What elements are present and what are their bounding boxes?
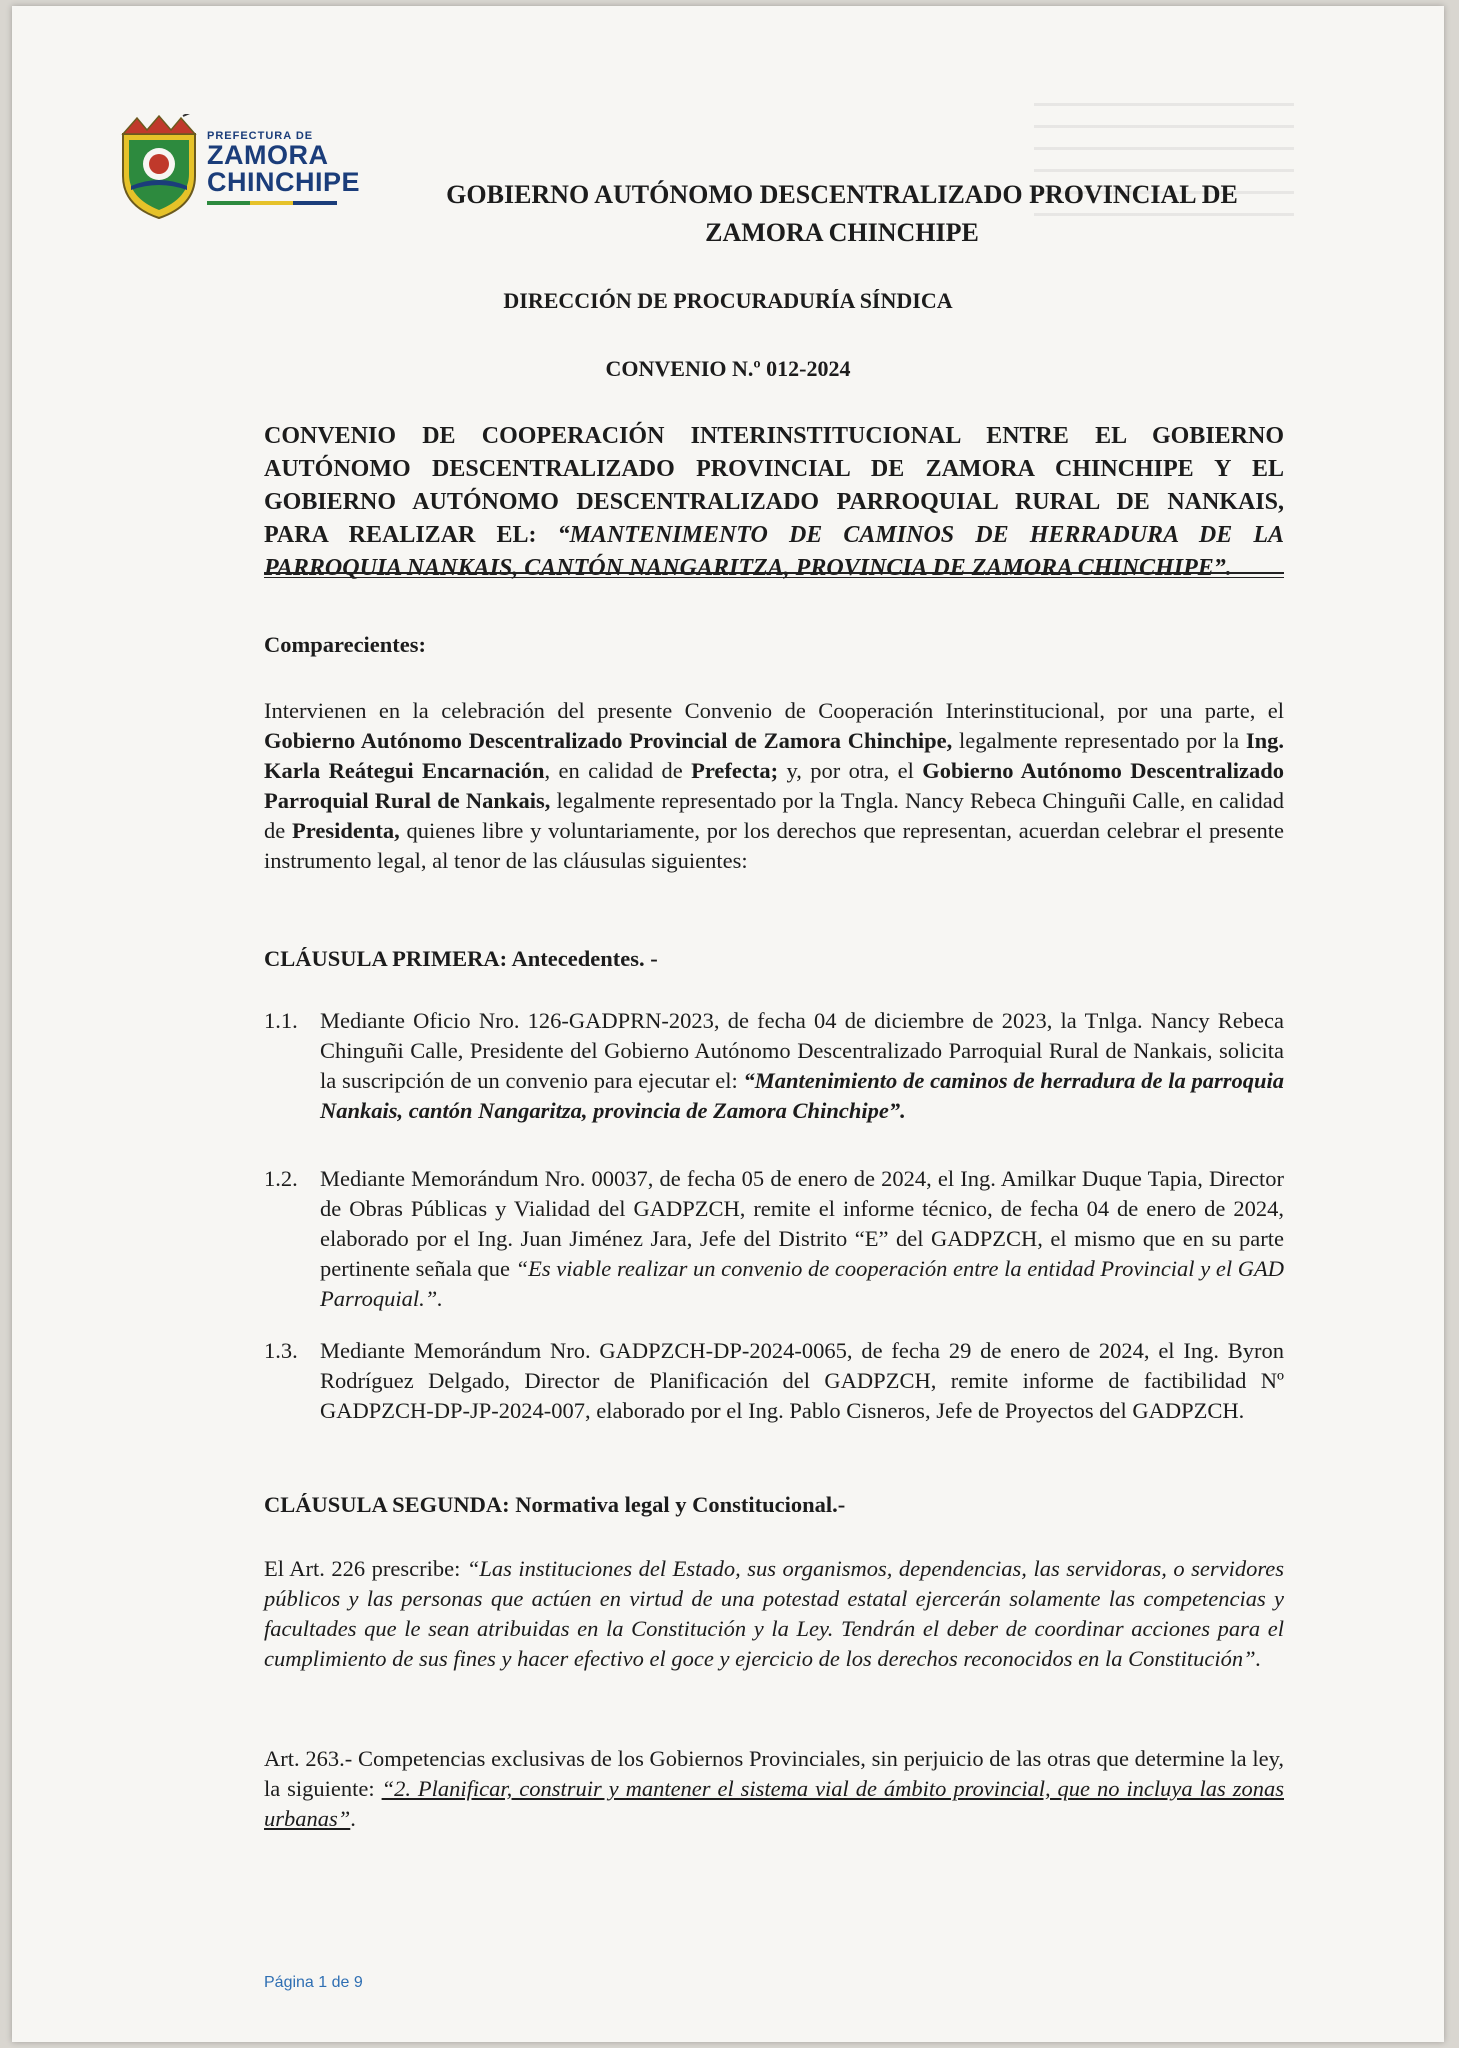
text-run: legalmente representado por la Tngla. Nancy Rebeca Chinguñi Calle, en calidad de — [264, 788, 1284, 843]
viability-quote: “Es viable realizar un convenio de cooperación entre la entidad Provincial y el GAD Parroquial.”. — [320, 1256, 1284, 1311]
item-text — [320, 1006, 1284, 1126]
clausula-segunda-heading: CLÁUSULA SEGUNDA: Normativa legal y Constitucional.- — [264, 1492, 846, 1517]
text-run: quienes libre y voluntariamente, por los derechos que representan, acuerdan celebrar el presente instrumento legal, al tenor de las cláusulas siguientes: — [264, 818, 1284, 873]
clausula-primera-heading: CLÁUSULA PRIMERA: Antecedentes. - — [264, 946, 658, 971]
convenio-title-plain: CONVENIO DE COOPERACIÓN INTERINSTITUCIONAL ENTRE EL GOBIERNO AUTÓNOMO DESCENTRALIZADO PROVINCIAL DE ZAMORA CHINCHIPE Y EL GOBIERNO AUTÓNOMO DESCENTRALIZADO PARROQUIAL RURAL DE NANKAIS, PARA REALIZAR EL: — [264, 423, 1284, 548]
logo-small-text: PREFECTURA DE — [207, 129, 314, 142]
text-run: legalmente representado por la — [952, 728, 1246, 753]
logo-color-bar — [207, 201, 337, 205]
prefectura-logo — [117, 114, 360, 220]
art263-paragraph — [264, 1744, 1284, 1834]
comparecientes-heading: Comparecientes: — [264, 632, 427, 657]
coat-of-arms-icon — [117, 114, 201, 220]
item-number: 1.3. — [264, 1338, 298, 1363]
title-divider-thin — [264, 577, 1284, 578]
text-run: . — [350, 1806, 356, 1831]
document-page — [12, 6, 1444, 2042]
text-run: Intervienen en la celebración del presente Convenio de Cooperación Interinstitucional, por una parte, el — [264, 698, 1284, 723]
party1-name: Gobierno Autónomo Descentralizado Provincial de Zamora Chinchipe, — [264, 728, 953, 753]
item-number: 1.2. — [264, 1166, 298, 1191]
comparecientes-paragraph — [264, 696, 1284, 876]
art226-paragraph — [264, 1554, 1284, 1674]
convenio-title — [264, 420, 1284, 585]
text-run: Mediante Memorándum Nro. GADPZCH-DP-2024-0065, de fecha 29 de enero de 2024, el Ing. Byron Rodríguez Delgado, Director de Planificación del GADPZCH, remite informe de factibilidad Nº GADPZCH-DP-JP-2024-007, elaborado por el Ing. Pablo Cisneros, Jefe de Proyectos del GADPZCH. — [320, 1338, 1284, 1423]
logo-line2: CHINCHIPE — [207, 166, 361, 197]
text-run: , en calidad de — [544, 758, 692, 783]
title-line2: ZAMORA CHINCHIPE — [705, 218, 979, 247]
item-number: 1.1. — [264, 1008, 298, 1033]
convenio-number: CONVENIO N.º 012-2024 — [605, 356, 851, 381]
page-title — [392, 176, 1292, 252]
list-item — [264, 1006, 1284, 1126]
project-name-quote: “Mantenimiento de caminos de herradura de la parroquia Nankais, cantón Nangaritza, provincia de Zamora Chinchipe”. — [320, 1068, 1285, 1123]
item-text — [320, 1164, 1284, 1314]
text-run: Art. 263.- Competencias exclusivas de los Gobiernos Provinciales, sin perjuicio de las otras que determine la ley, la siguiente: — [264, 1746, 1284, 1801]
party2-role: Presidenta, — [292, 818, 400, 843]
text-run: y, por otra, el — [778, 758, 923, 783]
item-text — [320, 1336, 1284, 1426]
list-item — [264, 1164, 1284, 1314]
party1-role: Prefecta; — [691, 758, 779, 783]
art226-quote: “Las instituciones del Estado, sus organismos, dependencias, las servidoras, o servidores públicos y las personas que actúen en virtud de una potestad estatal ejercerán solamente las competencias y facultades que le sean atribuidas en la Constitución y la Ley. Tendrán el deber de coordinar acciones para el cumplimiento de sus fines y hacer efectivo el goce y ejercicio de los derechos reconocidos en la Constitución”. — [264, 1556, 1284, 1671]
text-run: Mediante Memorándum Nro. 00037, de fecha 05 de enero de 2024, el Ing. Amilkar Duque Tapia, Director de Obras Públicas y Vialidad del GADPZCH, remite el informe técnico, de fecha 04 de enero de 2024, elaborado por el Ing. Juan Jiménez Jara, Jefe del Distrito “E” del GADPZCH, el mismo que en su parte pertinente señala que — [320, 1166, 1284, 1281]
direction-heading: DIRECCIÓN DE PROCURADURÍA SÍNDICA — [503, 288, 953, 313]
party1-representative: Ing. Karla Reátegui Encarnación — [264, 728, 1285, 783]
convenio-title-italic: “MANTENIMENTO DE CAMINOS DE HERRADURA DE LA PARROQUIA NANKAIS, CANTÓN NANGARITZA, PROVINCIA DE ZAMORA CHINCHIPE”. — [264, 522, 1284, 581]
text-run: El Art. 226 prescribe: — [264, 1556, 467, 1581]
title-line1: GOBIERNO AUTÓNOMO DESCENTRALIZADO PROVINCIAL DE — [446, 180, 1238, 209]
title-divider — [264, 572, 1284, 574]
art263-quote: “2. Planificar, construir y mantener el sistema vial de ámbito provincial, que no incluya las zonas urbanas” — [264, 1776, 1284, 1831]
logo-line1: ZAMORA — [207, 139, 329, 170]
party2-name: Gobierno Autónomo Descentralizado Parroquial Rural de Nankais, — [264, 758, 1285, 813]
text-run: Mediante Oficio Nro. 126-GADPRN-2023, de fecha 04 de diciembre de 2023, la Tnlga. Nancy Rebeca Chinguñi Calle, Presidente del Gobierno Autónomo Descentralizado Parroquial Rural de Nankais, solicita la suscripción de un convenio para ejecutar el: — [320, 1008, 1284, 1093]
page-number-footer: Página 1 de 9 — [264, 1974, 363, 1991]
list-item — [264, 1336, 1284, 1426]
